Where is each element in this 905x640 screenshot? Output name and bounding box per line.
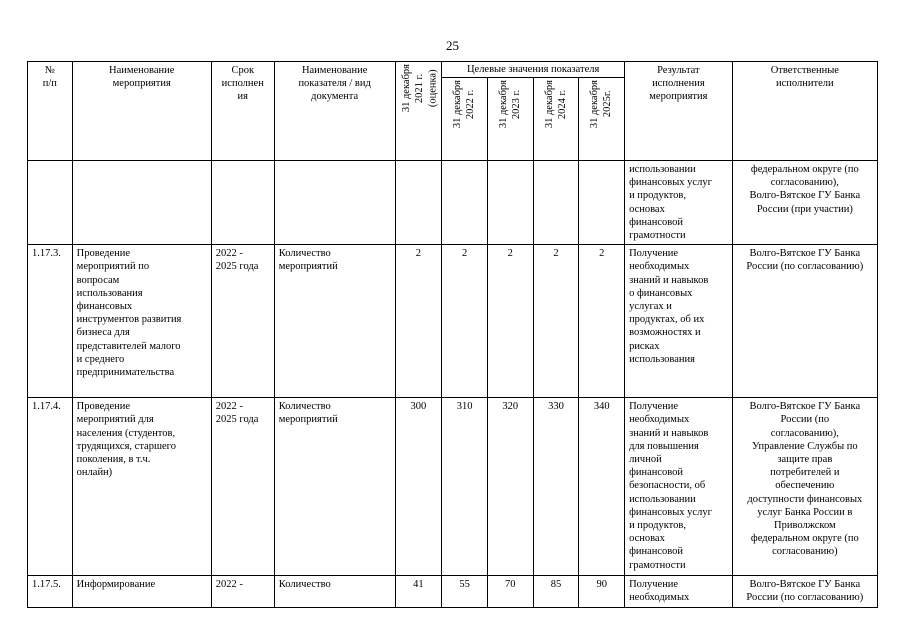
cell-num: 1.17.3. <box>28 245 73 398</box>
cell-indicator <box>274 161 395 245</box>
cell-2023 <box>487 161 533 245</box>
cell-2025: 340 <box>579 398 625 576</box>
cell-2021: 2 <box>395 245 442 398</box>
cell-2021: 41 <box>395 576 442 607</box>
cell-term: 2022 - 2025 года <box>211 245 274 398</box>
cell-result: использовании финансовых услуг и продуктов, основах финансовой грамотности <box>625 161 733 245</box>
cell-2024: 330 <box>533 398 579 576</box>
table-row <box>28 245 878 398</box>
cell-2024: 2 <box>533 245 579 398</box>
table-row <box>28 161 878 245</box>
header-2024-label: 31 декабря 2024 г. <box>543 80 568 129</box>
header-2021-label: 31 декабря 2021 г. (оценка) <box>400 64 438 113</box>
cell-2025 <box>579 161 625 245</box>
cell-2022 <box>442 161 488 245</box>
header-indicator: Наименование показателя / вид документа <box>274 62 395 161</box>
header-2023-label: 31 декабря 2023 г. <box>498 80 523 129</box>
cell-responsible: Волго-Вятское ГУ Банка России (по согласованию) <box>732 245 877 398</box>
cell-2021: 300 <box>395 398 442 576</box>
header-event: Наименование мероприятия <box>72 62 211 161</box>
cell-2024 <box>533 161 579 245</box>
header-result: Результат исполнения мероприятия <box>625 62 733 161</box>
cell-result: Получение необходимых <box>625 576 733 607</box>
cell-indicator: Количество <box>274 576 395 607</box>
cell-indicator: Количество мероприятий <box>274 398 395 576</box>
cell-event: Информирование <box>72 576 211 607</box>
table-row <box>28 576 878 607</box>
cell-event: Проведение мероприятий для населения (студентов, трудящихся, старшего поколения, в т.ч. онлайн) <box>72 398 211 576</box>
cell-2021 <box>395 161 442 245</box>
cell-indicator: Количество мероприятий <box>274 245 395 398</box>
cell-num: 1.17.5. <box>28 576 73 607</box>
header-num: № п/п <box>28 62 73 161</box>
header-2023 <box>487 78 533 161</box>
cell-2022: 310 <box>442 398 488 576</box>
cell-responsible: Волго-Вятское ГУ Банка России (по согласованию), Управление Службы по защите прав потребителей и обеспечению доступности финансовых услуг Банка России в Приволжском федеральном округе (по согласованию) <box>732 398 877 576</box>
cell-num: 1.17.4. <box>28 398 73 576</box>
header-2021 <box>395 62 442 161</box>
cell-term: 2022 - 2025 года <box>211 398 274 576</box>
cell-2023: 320 <box>487 398 533 576</box>
header-target-group: Целевые значения показателя <box>442 62 625 78</box>
cell-event: Проведение мероприятий по вопросам использования финансовых инструментов развития бизнеса для представителей малого и среднего предпринимательства <box>72 245 211 398</box>
cell-result: Получение необходимых знаний и навыков о финансовых услугах и продуктах, об их возможностях и рисках использования <box>625 245 733 398</box>
cell-responsible: федеральном округе (по согласованию), Волго-Вятское ГУ Банка России (при участии) <box>732 161 877 245</box>
header-responsible: Ответственные исполнители <box>732 62 877 161</box>
header-2022 <box>442 78 488 161</box>
header-term: Срок исполнен ия <box>211 62 274 161</box>
cell-2023: 2 <box>487 245 533 398</box>
header-2025 <box>579 78 625 161</box>
header-2022-label: 31 декабря 2022 г. <box>452 80 477 129</box>
cell-term <box>211 161 274 245</box>
table-row <box>28 398 878 576</box>
cell-term: 2022 - <box>211 576 274 607</box>
header-2024 <box>533 78 579 161</box>
cell-2025: 90 <box>579 576 625 607</box>
page-number: 25 <box>446 38 459 53</box>
cell-2022: 2 <box>442 245 488 398</box>
header-2025-label: 31 декабря 2025г. <box>589 80 614 129</box>
cell-2023: 70 <box>487 576 533 607</box>
measures-table <box>27 61 878 608</box>
cell-responsible: Волго-Вятское ГУ Банка России (по согласованию) <box>732 576 877 607</box>
cell-num <box>28 161 73 245</box>
cell-result: Получение необходимых знаний и навыков для повышения личной финансовой безопасности, об использовании финансовых услуг и продуктов, основах финансовой грамотности <box>625 398 733 576</box>
cell-2022: 55 <box>442 576 488 607</box>
cell-event <box>72 161 211 245</box>
cell-2024: 85 <box>533 576 579 607</box>
cell-2025: 2 <box>579 245 625 398</box>
